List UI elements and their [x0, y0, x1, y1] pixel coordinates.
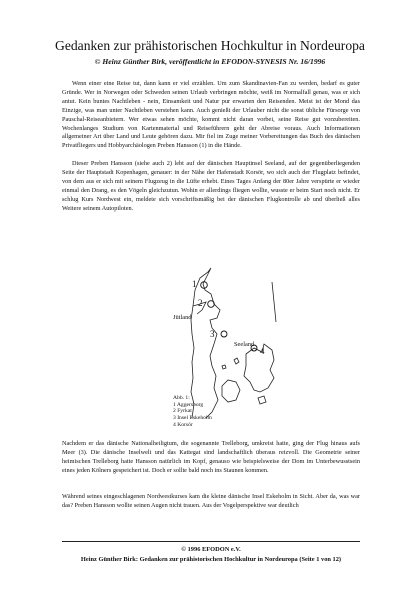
paragraph-4: Während seines eingeschlagenen Nordwestkurses kam die kleine dänische Insel Eskeholm in Sicht. Aber da, was war das? Preben Hansson wollte seinen Augen nicht trauen. Aus der Vogelperspektive war deutlich: [62, 493, 360, 509]
caption-item: 4 Korsör: [173, 421, 193, 428]
document-title: Gedanken zur prähistorischen Hochkultur in Nordeuropa: [55, 38, 365, 53]
footer-copyright: © 1996 EFODON e.V.: [181, 546, 241, 553]
map-label-1: 1: [192, 279, 197, 289]
map-label-3: 3: [210, 329, 215, 339]
footer-reference: Heinz Günther Birk: Gedanken zur prähistorischen Hochkultur in Nordeuropa (Seite 1 von 12): [80, 556, 342, 563]
marker-3: [221, 331, 227, 337]
seeland-outline: [244, 344, 274, 392]
document-subtitle: © Heinz Günther Birk, veröffentlicht in EFODON-SYNESIS Nr. 16/1996: [94, 57, 326, 66]
paragraph-2: Dieser Preben Hansson (siehe auch 2) lebt auf der dänischen Hauptinsel Seeland, auf der gegenüberliegenden Seite der Hauptstadt Kopenhagen, genauer: in der Nähe der Hafenstadt Korsör, wo sich auch der Flugplatz befindet, von dem aus er sich mit seinem Flugzeug in die Lüfte erhebt. Eines Tages Anfang der 80er Jahre verspürte er wieder einmal den Drang, es den Vögeln gleichzutun. Wohin er allerdings fliegen wollte, wusste er beim Start noch nicht. Er schlug Kurs Nordwest ein, meldete sich vorschriftsmäßig bei der dänischen Flugkontrolle ab und überließ alles Weitere seinem Autopiloten.: [62, 160, 360, 212]
funen-outline: [222, 380, 240, 402]
caption-item: 3 Insel Eskeholm: [173, 415, 212, 422]
paragraph-1: Wenn einer eine Reise tut, dann kann er viel erzählen. Um zum Skandinavien-Fan zu werden, bedarf es guter Gründe. Wer in Norwegen oder Schweden seinen Urlaub verbringen möchte, weiß im Normalfall genau, was er sich antut. Kein buntes Nachtleben - nein, Einsamkeit und Natur pur erwarten den Reisenden. Meist ist der Mond das Einzige, was man unter Nachtleben verstehen kann. Auch genießt der Urlauber nicht die sonst übliche Fürsorge von Pauschal-Reiseanbietern. Wer etwas sehen möchte, kommt nicht daran vorbei, seine Reise gut vorzubereiten. Wochenlanges Studium von Kartenmaterial und Reiseführern geht der Abreise voraus. Auch Informationen allgemeiner Art über Land und Leute gehören dazu. Mir fiel im Zuge meiner Vorbereitungen das Buch des dänischen Privatfliegers und Hobbyarchäologen Preben Hansson (1) in die Hände.: [62, 80, 360, 150]
figure-caption: [173, 395, 212, 429]
caption-title: Abb. 1:: [173, 395, 190, 401]
marker-2: [208, 301, 215, 308]
map-label-4: 4: [260, 346, 265, 356]
footer-divider: [62, 541, 360, 542]
map-label-seeland: Seeland: [234, 341, 255, 348]
paragraph-3: Nachdem er das dänische Nationalheiligtum, die sogenannte Trelleborg, umkreist hatte, ging der Flug hinaus aufs Meer (3). Die dänische Inselwelt und das Kattegat sind landschaftlich überaus reizvoll. Die Geometrie seiner heimischen Trelleborg hatte Hansson natürlich im Kopf, genauso wie beispielsweise der Dom im Unterbewusstsein eines jeden Kölners gespeichert ist. Doch er sollte bald noch ins Staunen kommen.: [62, 440, 360, 474]
map-label-2: 2: [198, 298, 203, 308]
caption-item: 2 Fyrkat: [173, 408, 192, 415]
caption-item: 1 Aggersborg: [173, 401, 204, 408]
map-label-jutland: Jütland: [173, 314, 192, 321]
